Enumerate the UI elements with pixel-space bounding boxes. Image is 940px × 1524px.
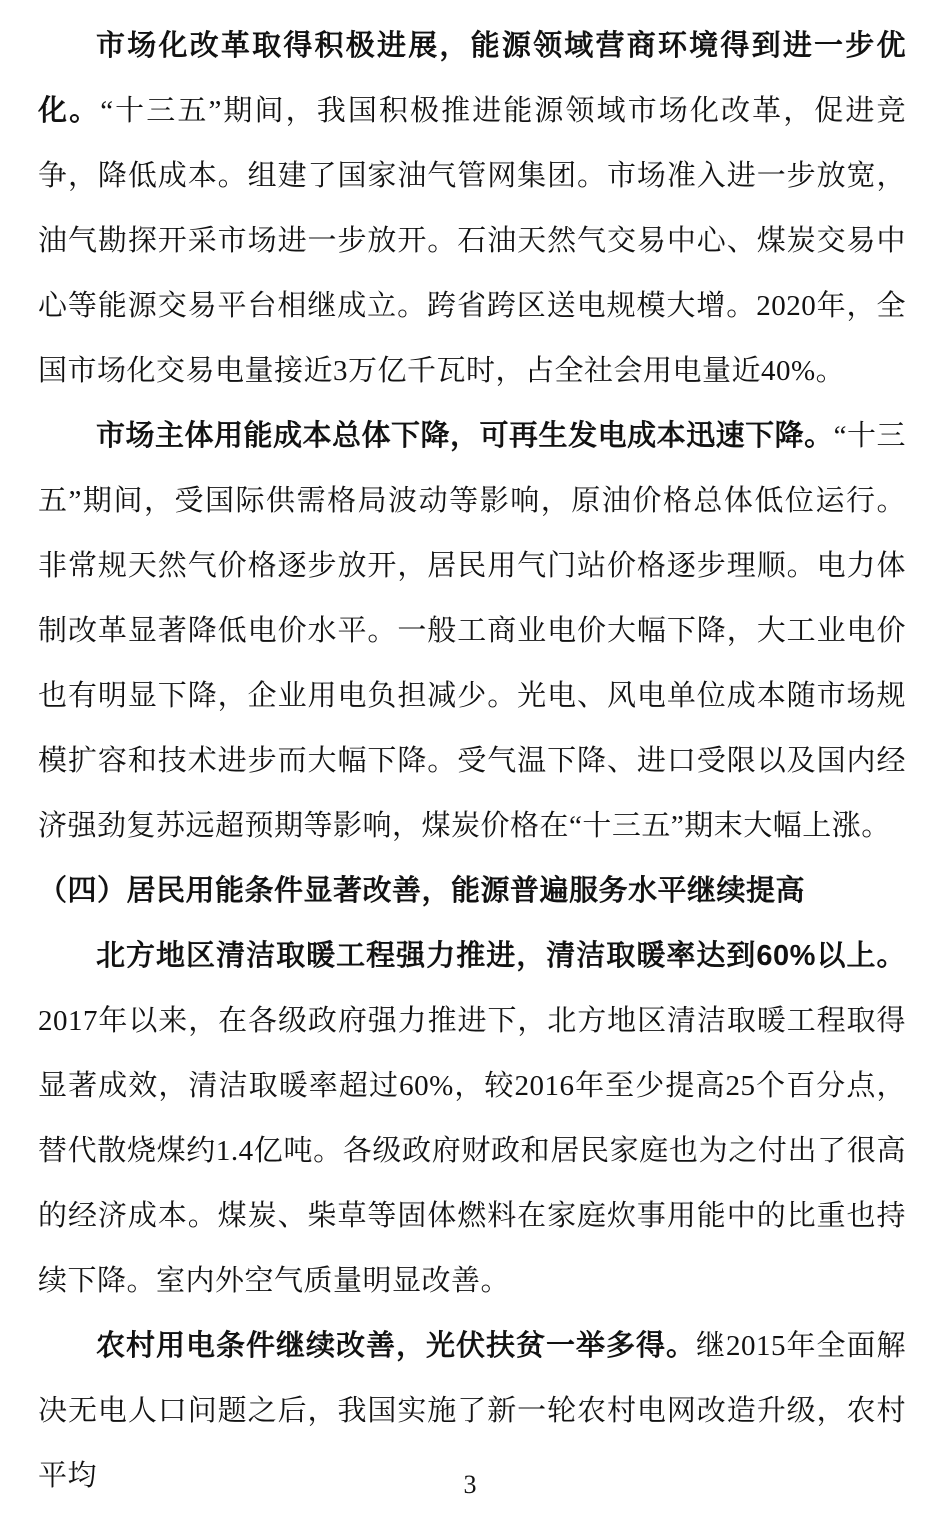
document-body [38,14,906,1509]
bold-lead-sentence: 北方地区清洁取暖工程强力推进，清洁取暖率达到60%以上。 [96,940,906,972]
bold-lead-sentence: 市场主体用能成本总体下降，可再生发电成本迅速下降。 [96,420,834,452]
bold-lead-sentence: （四）居民用能条件显著改善，能源普遍服务水平继续提高 [38,875,806,907]
body-text: “十三五”期间，我国积极推进能源领域市场化改革，促进竞争，降低成本。组建了国家油气管网集团。市场准入进一步放宽，油气勘探开采市场进一步放开。石油天然气交易中心、煤炭交易中心等能源交易平台相继成立。跨省跨区送电规模大增。2020年，全国市场化交易电量接近3万亿千瓦时，占全社会用电量近40%。 [38,95,906,387]
bold-lead-sentence: 农村用电条件继续改善，光伏扶贫一举多得。 [96,1330,696,1362]
body-text: “十三五”期间，受国际供需格局波动等影响，原油价格总体低位运行。非常规天然气价格逐步放开，居民用气门站价格逐步理顺。电力体制改革显著降低电价水平。一般工商业电价大幅下降，大工业电价也有明显下降，企业用电负担减少。光电、风电单位成本随市场规模扩容和技术进步而大幅下降。受气温下降、进口受限以及国内经济强劲复苏远超预期等影响，煤炭价格在“十三五”期末大幅上涨。 [38,420,906,842]
paragraph [38,404,906,859]
body-text: 继2015年全面解决无电人口问题之后，我国实施了新一轮农村电网改造升级，农村平均 [38,1330,906,1492]
bold-lead-sentence: 市场化改革取得积极进展，能源领域营商环境得到进一步优化。 [38,30,906,127]
page-number: 3 [463,1470,477,1499]
paragraph [38,14,906,404]
body-text: 2017年以来，在各级政府强力推进下，北方地区清洁取暖工程取得显著成效，清洁取暖率超过60%，较2016年至少提高25个百分点，替代散烧煤约1.4亿吨。各级政府财政和居民家庭也为之付出了很高的经济成本。煤炭、柴草等固体燃料在家庭炊事用能中的比重也持续下降。室内外空气质量明显改善。 [38,1005,906,1297]
paragraph [38,924,906,1314]
section-heading [38,859,906,924]
